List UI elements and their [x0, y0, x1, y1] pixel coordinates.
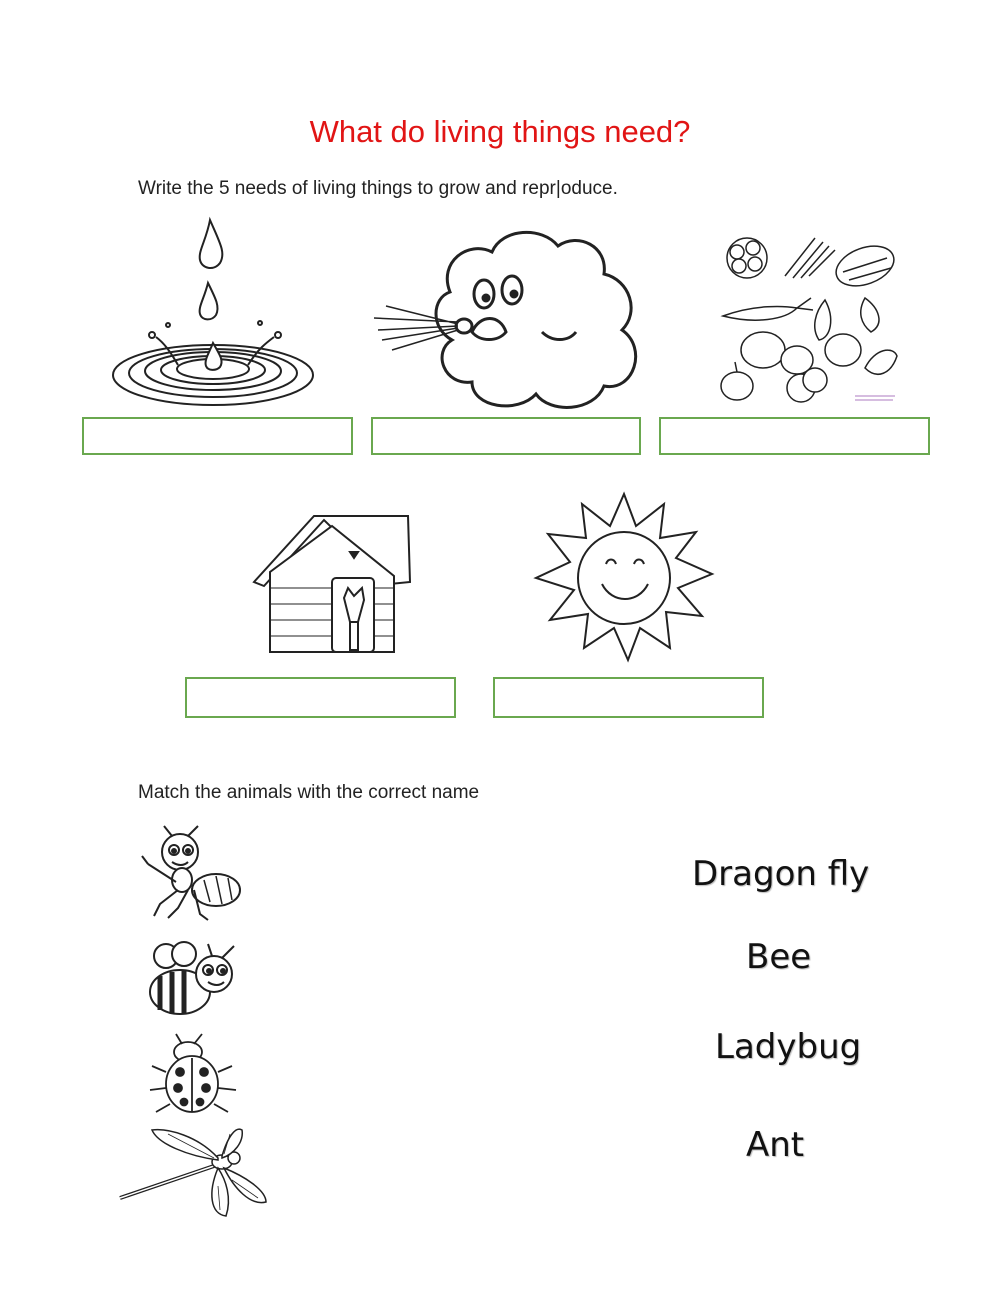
answer-input-1[interactable]	[84, 419, 351, 453]
animal-name-bee[interactable]: Bee	[746, 937, 812, 977]
answer-box-1[interactable]	[82, 417, 353, 455]
animal-name-ant[interactable]: Ant	[746, 1125, 805, 1165]
answer-input-3[interactable]	[661, 419, 928, 453]
ant-picture	[138, 824, 244, 924]
ladybug-picture	[148, 1032, 238, 1118]
dog-house-picture	[250, 512, 412, 658]
vegetables-picture	[715, 228, 905, 410]
animal-name-ladybug[interactable]: Ladybug	[715, 1027, 862, 1067]
wind-cloud-picture	[372, 222, 650, 414]
answer-box-3[interactable]	[659, 417, 930, 455]
answer-box-2[interactable]	[371, 417, 641, 455]
water-drops-picture	[108, 215, 318, 410]
answer-input-5[interactable]	[495, 679, 762, 716]
answer-input-4[interactable]	[187, 679, 454, 716]
instruction-match: Match the animals with the correct name	[138, 782, 480, 803]
instruction-needs: Write the 5 needs of living things to grow and repr|oduce.	[138, 178, 618, 199]
answer-box-4[interactable]	[185, 677, 456, 718]
animal-name-dragon-fly[interactable]: Dragon fly	[692, 854, 870, 894]
page-title: What do living things need?	[309, 114, 691, 149]
answer-box-5[interactable]	[493, 677, 764, 718]
answer-input-2[interactable]	[373, 419, 639, 453]
sun-picture	[532, 492, 716, 662]
bee-picture	[144, 940, 240, 1020]
dragonfly-picture	[118, 1126, 270, 1218]
